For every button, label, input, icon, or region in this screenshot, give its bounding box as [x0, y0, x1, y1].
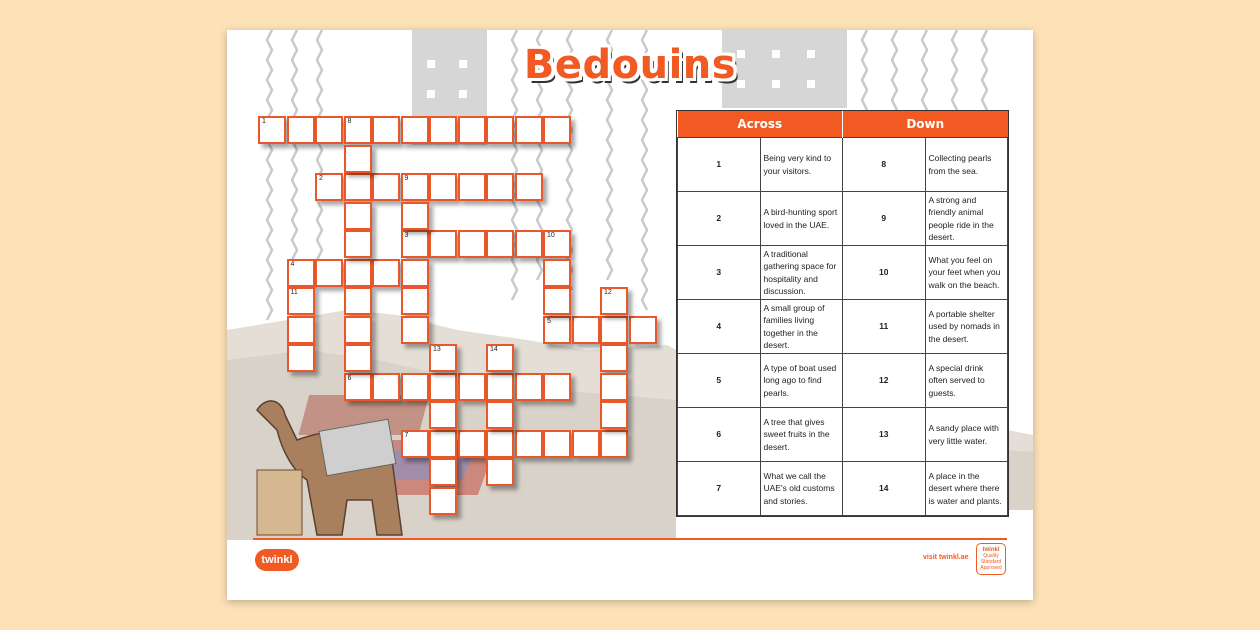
grid-cell[interactable] — [344, 373, 372, 401]
across-clue-text: What we call the UAE's old customs and stories. — [760, 462, 843, 516]
down-clue-text: Collecting pearls from the sea. — [925, 138, 1008, 192]
grid-cell[interactable] — [515, 430, 543, 458]
grid-cell[interactable] — [401, 202, 429, 230]
grid-cell[interactable] — [600, 430, 628, 458]
across-clue-number: 1 — [678, 138, 761, 192]
down-clue-number: 11 — [843, 300, 926, 354]
grid-cell[interactable] — [401, 173, 429, 201]
across-clue-number: 7 — [678, 462, 761, 516]
quality-badge — [976, 543, 1006, 575]
grid-cell[interactable] — [515, 373, 543, 401]
grid-cell[interactable] — [486, 116, 514, 144]
clue-row — [678, 354, 1008, 408]
grid-cell[interactable] — [429, 373, 457, 401]
across-clue-text: A small group of families living together in the desert. — [760, 300, 843, 354]
grid-cell[interactable] — [600, 373, 628, 401]
grid-cell[interactable] — [372, 373, 400, 401]
grid-cell[interactable] — [486, 458, 514, 486]
grid-cell[interactable] — [600, 316, 628, 344]
grid-cell[interactable] — [372, 259, 400, 287]
clue-number-label: 12 — [604, 289, 612, 296]
grid-cell[interactable] — [401, 230, 429, 258]
clues-table — [676, 110, 1009, 517]
badge-text: Quality Standard Approved — [980, 553, 1002, 571]
down-clue-text: A sandy place with very little water. — [925, 408, 1008, 462]
clue-number-label: 3 — [404, 232, 409, 239]
grid-cell[interactable] — [344, 344, 372, 372]
grid-cell[interactable] — [600, 287, 628, 315]
down-clue-number: 9 — [843, 192, 926, 246]
grid-cell[interactable] — [458, 173, 486, 201]
grid-cell[interactable] — [458, 430, 486, 458]
clue-number-label: 9 — [404, 175, 409, 182]
grid-cell[interactable] — [486, 401, 514, 429]
grid-cell[interactable] — [344, 230, 372, 258]
grid-cell[interactable] — [344, 116, 372, 144]
page-title: Bedouins — [523, 42, 737, 88]
down-clue-number: 10 — [843, 246, 926, 300]
grid-cell[interactable] — [287, 116, 315, 144]
grid-cell[interactable] — [458, 116, 486, 144]
down-clue-text: What you feel on your feet when you walk on the beach. — [925, 246, 1008, 300]
across-clue-text: A bird-hunting sport loved in the UAE. — [760, 192, 843, 246]
grid-cell[interactable] — [572, 430, 600, 458]
grid-cell[interactable] — [429, 458, 457, 486]
grid-cell[interactable] — [429, 430, 457, 458]
clue-number-label: 14 — [490, 346, 498, 353]
grid-cell[interactable] — [486, 373, 514, 401]
clue-number-label: 2 — [319, 175, 323, 182]
down-clue-text: A strong and friendly animal people ride in the desert. — [925, 192, 1008, 246]
grid-cell[interactable] — [486, 230, 514, 258]
grid-cell[interactable] — [287, 344, 315, 372]
clue-row — [678, 246, 1008, 300]
across-clue-number: 2 — [678, 192, 761, 246]
worksheet — [227, 30, 1033, 600]
clue-number-label: 1 — [262, 118, 266, 125]
grid-cell[interactable] — [458, 373, 486, 401]
clue-number-label: 6 — [347, 374, 352, 382]
grid-cell[interactable] — [344, 202, 372, 230]
clue-row — [678, 408, 1008, 462]
grid-cell[interactable] — [543, 116, 571, 144]
grid-cell[interactable] — [429, 487, 457, 515]
grid-cell[interactable] — [543, 230, 571, 258]
clue-number-label: 8 — [347, 118, 352, 125]
grid-cell[interactable] — [287, 287, 315, 315]
grid-cell[interactable] — [429, 401, 457, 429]
across-clue-text: A tree that gives sweet fruits in the desert. — [760, 408, 843, 462]
down-clue-text: A place in the desert where there is water and plants. — [925, 462, 1008, 516]
clue-number-label: 11 — [290, 289, 298, 296]
down-clue-number: 14 — [843, 462, 926, 516]
clue-row — [678, 138, 1008, 192]
grid-cell[interactable] — [344, 287, 372, 315]
across-clue-number: 3 — [678, 246, 761, 300]
badge-title: twinkl — [982, 547, 1000, 553]
twinkl-logo[interactable]: twinkl — [255, 549, 299, 571]
across-clue-number: 4 — [678, 300, 761, 354]
down-header: Down — [843, 111, 1008, 138]
down-clue-number: 13 — [843, 408, 926, 462]
footer-divider — [253, 538, 1007, 540]
grid-cell[interactable] — [401, 373, 429, 401]
grid-cell[interactable] — [429, 230, 457, 258]
grid-cell[interactable] — [429, 173, 457, 201]
grid-cell[interactable] — [344, 316, 372, 344]
down-clue-number: 12 — [843, 354, 926, 408]
grid-cell[interactable] — [429, 344, 457, 372]
grid-cell[interactable] — [600, 401, 628, 429]
clue-row — [678, 192, 1008, 246]
grid-cell[interactable] — [486, 430, 514, 458]
grid-cell[interactable] — [486, 344, 514, 372]
grid-cell[interactable] — [287, 316, 315, 344]
grid-cell[interactable] — [401, 316, 429, 344]
grid-cell[interactable] — [315, 259, 343, 287]
grid-cell[interactable] — [515, 173, 543, 201]
grid-cell[interactable] — [315, 173, 343, 201]
across-clue-text: A traditional gathering space for hospitality and discussion. — [760, 246, 843, 300]
across-clue-number: 5 — [678, 354, 761, 408]
clue-number-label: 13 — [433, 346, 441, 353]
grid-cell[interactable] — [515, 116, 543, 144]
grid-cell[interactable] — [458, 230, 486, 258]
grid-cell[interactable] — [543, 316, 571, 344]
down-clue-number: 8 — [843, 138, 926, 192]
across-header: Across — [678, 111, 843, 138]
grid-cell[interactable] — [572, 316, 600, 344]
clue-number-label: 7 — [404, 431, 409, 439]
clue-number-label: 10 — [547, 232, 555, 239]
grid-cell[interactable] — [258, 116, 286, 144]
grid-cell[interactable] — [344, 259, 372, 287]
grid-cell[interactable] — [315, 116, 343, 144]
grid-cell[interactable] — [401, 116, 429, 144]
clue-number-label: 5 — [547, 317, 551, 325]
grid-cell[interactable] — [401, 430, 429, 458]
grid-cell[interactable] — [372, 116, 400, 144]
grid-cell[interactable] — [401, 287, 429, 315]
across-clue-number: 6 — [678, 408, 761, 462]
across-clue-text: Being very kind to your visitors. — [760, 138, 843, 192]
down-clue-text: A portable shelter used by nomads in the desert. — [925, 300, 1008, 354]
grid-cell[interactable] — [344, 173, 372, 201]
clue-row — [678, 462, 1008, 516]
grid-cell[interactable] — [543, 287, 571, 315]
grid-cell[interactable] — [429, 116, 457, 144]
clue-number-label: 4 — [290, 260, 295, 268]
grid-cell[interactable] — [401, 259, 429, 287]
grid-cell[interactable] — [600, 344, 628, 372]
grid-cell[interactable] — [515, 230, 543, 258]
clue-row — [678, 300, 1008, 354]
grid-cell[interactable] — [287, 259, 315, 287]
grid-cell[interactable] — [372, 173, 400, 201]
visit-link[interactable]: visit twinkl.ae — [923, 554, 969, 561]
grid-cell[interactable] — [543, 430, 571, 458]
across-clue-text: A type of boat used long ago to find pearls. — [760, 354, 843, 408]
grid-cell[interactable] — [543, 259, 571, 287]
down-clue-text: A special drink often served to guests. — [925, 354, 1008, 408]
grid-cell[interactable] — [344, 145, 372, 173]
grid-cell[interactable] — [629, 316, 657, 344]
grid-cell[interactable] — [543, 373, 571, 401]
grid-cell[interactable] — [486, 173, 514, 201]
